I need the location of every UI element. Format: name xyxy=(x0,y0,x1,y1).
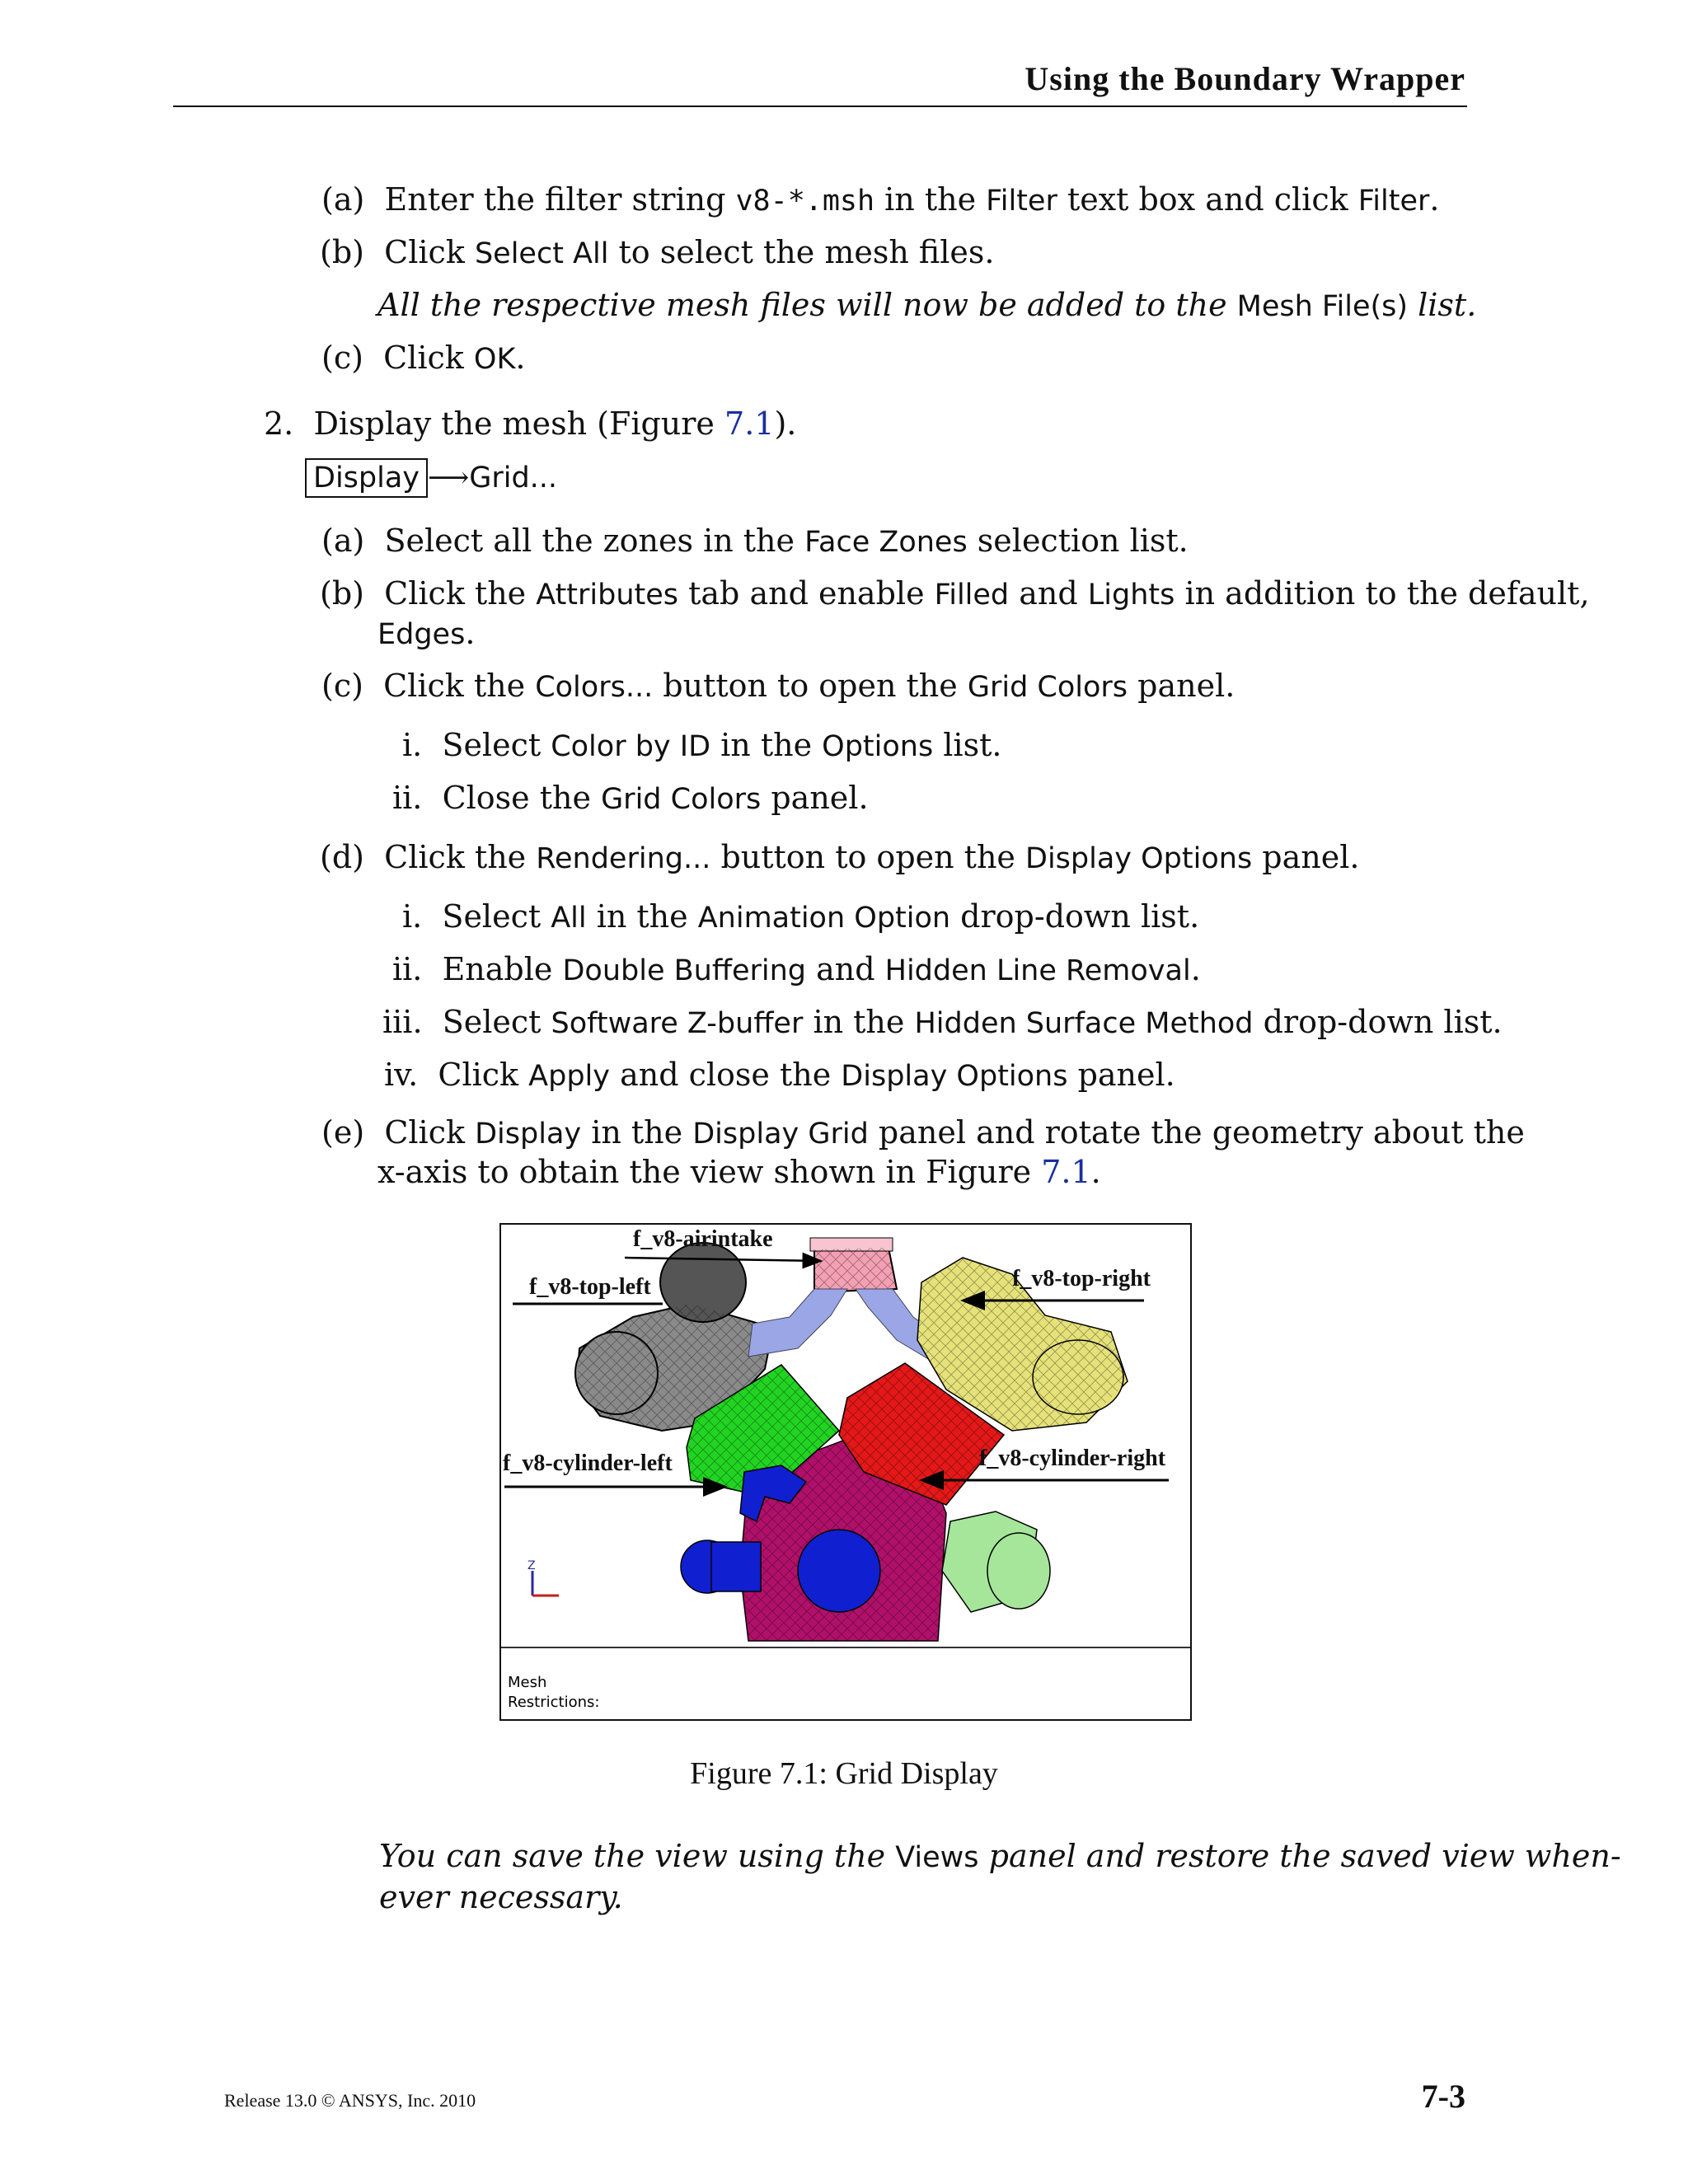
page-number: 7-3 xyxy=(1421,2078,1465,2115)
enum-label: (a) xyxy=(321,523,365,559)
ui-double-buffering: Double Buffering xyxy=(562,954,806,987)
enum-label: i. xyxy=(402,898,423,935)
ui-edges: Edges xyxy=(377,618,466,651)
step2-d-iv: iv. Click Apply and close the Display Options panel. xyxy=(384,1057,1175,1093)
step2-e: (e) Click Display in the Display Grid panel and rotate the geometry about the xyxy=(321,1114,1525,1151)
ui-display-grid: Display Grid xyxy=(692,1118,869,1151)
figure-ref-link[interactable]: 7.1 xyxy=(724,405,775,442)
closing-note-line2: ever necessary. xyxy=(379,1879,623,1915)
step2-b: (b) Click the Attributes tab and enable Filled and Lights in addition to the default, xyxy=(320,575,1590,612)
figure-caption: Figure 7.1: Grid Display xyxy=(690,1756,998,1791)
intake-pipe-left xyxy=(748,1289,847,1357)
blue-pulley xyxy=(798,1530,880,1612)
menu-arrow: ⟶ xyxy=(428,462,470,494)
ui-display-button: Display xyxy=(475,1118,582,1151)
step1-c: (c) Click OK. xyxy=(321,340,526,376)
ui-filter-button: Filter xyxy=(1357,185,1430,218)
step1-note: All the respective mesh files will now be added to the Mesh File(s) list. xyxy=(377,287,1477,323)
ui-ok: OK xyxy=(473,343,516,376)
airintake-part xyxy=(810,1238,897,1292)
running-header: Using the Boundary Wrapper xyxy=(1025,60,1465,97)
closing-note-line1: You can save the view using the Views panel and restore the saved view when- xyxy=(379,1838,1621,1874)
ui-grid-colors: Grid Colors xyxy=(967,671,1128,704)
ui-lights: Lights xyxy=(1087,579,1175,612)
ui-filter-textbox: Filter xyxy=(986,185,1057,218)
enum-label: i. xyxy=(402,727,423,763)
ui-views-panel: Views xyxy=(895,1841,979,1874)
enum-label: (d) xyxy=(320,839,364,875)
axis-triad-icon xyxy=(528,1559,559,1596)
figure-ref-link[interactable]: 7.1 xyxy=(1041,1154,1091,1190)
ui-hidden-line-removal: Hidden Line Removal xyxy=(884,954,1191,987)
step1-a: (a) Enter the filter string v8-*.msh in the Filter text box and click Filter. xyxy=(321,181,1440,218)
menu-grid-item: Grid... xyxy=(469,462,558,494)
label-cylinder-left: f_v8-cylinder-left xyxy=(503,1451,673,1476)
ui-display-options: Display Options xyxy=(841,1060,1068,1093)
step1-b: (b) Click Select All to select the mesh files. xyxy=(320,234,995,270)
filter-string-code: v8-*.msh xyxy=(735,185,875,218)
step2-d: (d) Click the Rendering... button to open the Display Options panel. xyxy=(320,839,1360,875)
ui-display-options: Display Options xyxy=(1025,842,1253,875)
ui-attributes-tab: Attributes xyxy=(536,579,679,612)
step2-d-i: i. Select All in the Animation Option drop-down list. xyxy=(402,898,1200,935)
enum-label: 2. xyxy=(264,405,294,442)
step2-c-ii: ii. Close the Grid Colors panel. xyxy=(392,780,869,816)
step2-c-i: i. Select Color by ID in the Options list. xyxy=(402,727,1002,763)
ui-grid-colors: Grid Colors xyxy=(601,783,762,816)
svg-text:Z: Z xyxy=(528,1559,536,1572)
lower-right-part xyxy=(942,1511,1050,1612)
ui-all: All xyxy=(551,902,587,935)
enum-label: (b) xyxy=(320,575,364,612)
header-rule xyxy=(173,105,1467,107)
ui-select-all: Select All xyxy=(474,237,609,270)
step2-b-cont: Edges. xyxy=(377,615,476,651)
ui-animation-option: Animation Option xyxy=(697,902,951,935)
enum-label: (e) xyxy=(321,1114,365,1151)
ui-face-zones: Face Zones xyxy=(804,526,968,559)
step2-heading: 2. Display the mesh (Figure 7.1). xyxy=(264,405,797,442)
label-airintake: f_v8-airintake xyxy=(633,1226,773,1252)
ui-colors-button: Colors... xyxy=(535,671,654,704)
enum-label: (b) xyxy=(320,234,364,270)
step2-d-iii: iii. Select Software Z-buffer in the Hidden Surface Method drop-down list. xyxy=(382,1004,1503,1040)
label-top-right: f_v8-top-right xyxy=(1012,1266,1151,1291)
menu-display-box: Display xyxy=(305,458,428,498)
figure-status-text: Mesh Restrictions: xyxy=(508,1674,600,1711)
enum-label: (a) xyxy=(321,181,365,218)
enum-label: ii. xyxy=(392,951,423,987)
enum-label: ii. xyxy=(392,780,423,816)
label-cylinder-right: f_v8-cylinder-right xyxy=(979,1446,1166,1471)
figure-status-divider xyxy=(501,1647,1190,1648)
ui-options-list: Options xyxy=(822,730,934,763)
step2-e-cont: x-axis to obtain the view shown in Figure 7.1. xyxy=(377,1154,1101,1190)
menu-path xyxy=(305,458,557,498)
ui-hidden-surface-method: Hidden Surface Method xyxy=(914,1007,1254,1040)
step2-a: (a) Select all the zones in the Face Zones selection list. xyxy=(321,523,1189,559)
ui-software-z-buffer: Software Z-buffer xyxy=(551,1007,804,1040)
ui-color-by-id: Color by ID xyxy=(551,730,711,763)
step2-d-ii: ii. Enable Double Buffering and Hidden Line Removal. xyxy=(392,951,1201,987)
blue-pump-housing xyxy=(711,1542,761,1591)
step2-c: (c) Click the Colors... button to open the Grid Colors panel. xyxy=(321,668,1236,704)
ui-filled: Filled xyxy=(934,579,1010,612)
enum-label: iii. xyxy=(382,1004,423,1040)
enum-label: (c) xyxy=(321,340,363,376)
ui-apply: Apply xyxy=(528,1060,610,1093)
label-top-left: f_v8-top-left xyxy=(529,1274,651,1300)
ui-mesh-files-list: Mesh File(s) xyxy=(1236,290,1409,323)
enum-label: iv. xyxy=(384,1057,419,1093)
ui-rendering-button: Rendering... xyxy=(536,842,711,875)
grid-display-figure xyxy=(499,1223,1192,1721)
footer-release: Release 13.0 © ANSYS, Inc. 2010 xyxy=(224,2090,476,2111)
enum-label: (c) xyxy=(321,668,363,704)
